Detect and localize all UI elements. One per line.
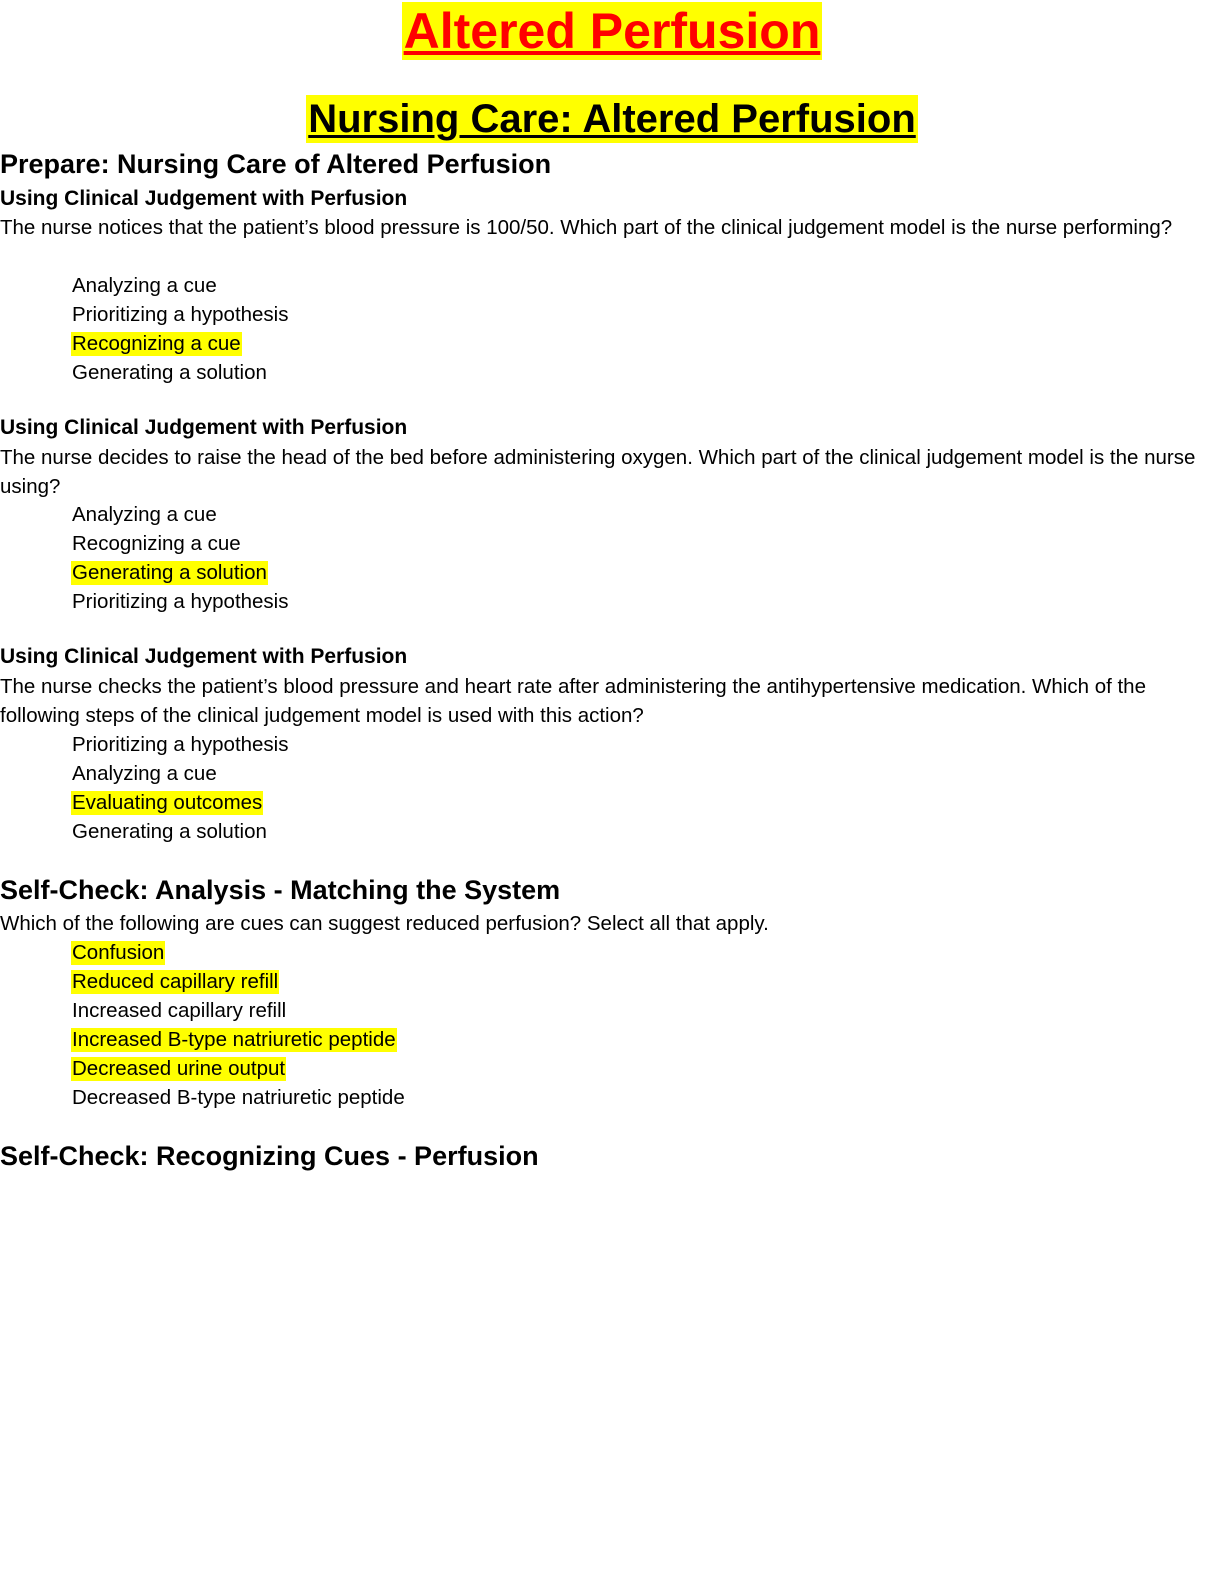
- question-1-heading: Using Clinical Judgement with Perfusion: [0, 187, 408, 210]
- question-1-text: The nurse notices that the patient’s blood pressure is 100/50. Which part of the clinical judgement model is the nurse performing?: [0, 216, 1173, 239]
- question-3-option-4: [71, 817, 290, 846]
- self-check-option-5: [71, 1054, 406, 1083]
- question-3-option-1: [71, 730, 290, 759]
- option-label-highlighted: Reduced capillary refill: [72, 970, 279, 993]
- question-3-option-3: [71, 788, 290, 817]
- option-label: Increased capillary refill: [72, 999, 287, 1022]
- question-3-option-2: [71, 759, 290, 788]
- option-label: Analyzing a cue: [72, 503, 217, 526]
- question-1-option-1: [71, 271, 290, 300]
- question-2-option-1: [71, 500, 290, 529]
- option-label: Analyzing a cue: [72, 274, 217, 297]
- question-1-option-2: [71, 300, 290, 329]
- question-1-option-3: [71, 329, 290, 358]
- question-3-text: The nurse checks the patient’s blood pressure and heart rate after administering the antihypertensive medication. Which of the following steps of the clinical judgement model is used with this action?: [0, 675, 1146, 727]
- option-label-highlighted: Confusion: [72, 941, 165, 964]
- self-check-recognizing-heading: Self-Check: Recognizing Cues - Perfusion: [0, 1141, 539, 1171]
- question-2-heading: Using Clinical Judgement with Perfusion: [0, 416, 408, 439]
- question-3-options: [71, 730, 290, 846]
- option-label-highlighted: Recognizing a cue: [72, 332, 241, 355]
- question-2-option-3: [71, 558, 290, 587]
- self-check-option-2: [71, 967, 406, 996]
- main-title: Altered Perfusion: [403, 3, 821, 59]
- self-check-option-3: [71, 996, 406, 1025]
- option-label: Prioritizing a hypothesis: [72, 590, 289, 613]
- question-1-option-4: [71, 358, 290, 387]
- option-label: Prioritizing a hypothesis: [72, 303, 289, 326]
- question-1-options: [71, 271, 290, 387]
- question-2-text: The nurse decides to raise the head of the bed before administering oxygen. Which part of the clinical judgement model is the nurse using?: [0, 446, 1196, 498]
- question-3-heading: Using Clinical Judgement with Perfusion: [0, 645, 408, 668]
- sub-title: Nursing Care: Altered Perfusion: [308, 97, 916, 141]
- main-title-wrap: [0, 2, 1224, 60]
- question-2-option-2: [71, 529, 290, 558]
- option-label: Analyzing a cue: [72, 762, 217, 785]
- sub-title-wrap: [0, 95, 1224, 143]
- option-label: Recognizing a cue: [72, 532, 241, 555]
- prepare-heading: Prepare: Nursing Care of Altered Perfusion: [0, 149, 552, 179]
- self-check-option-1: [71, 938, 406, 967]
- option-label-highlighted: Evaluating outcomes: [72, 791, 263, 814]
- self-check-analysis-heading: Self-Check: Analysis - Matching the System: [0, 875, 561, 905]
- question-2-options: [71, 500, 290, 616]
- option-label-highlighted: Generating a solution: [72, 561, 267, 584]
- option-label: Decreased B-type natriuretic peptide: [72, 1086, 405, 1109]
- question-2-option-4: [71, 587, 290, 616]
- option-label-highlighted: Decreased urine output: [72, 1057, 286, 1080]
- self-check-option-4: [71, 1025, 406, 1054]
- option-label: Generating a solution: [72, 820, 267, 843]
- self-check-analysis-text: Which of the following are cues can suggest reduced perfusion? Select all that apply.: [0, 912, 769, 935]
- self-check-analysis-options: [71, 938, 406, 1112]
- option-label: Prioritizing a hypothesis: [72, 733, 289, 756]
- option-label: Generating a solution: [72, 361, 267, 384]
- self-check-option-6: [71, 1083, 406, 1112]
- option-label-highlighted: Increased B-type natriuretic peptide: [72, 1028, 396, 1051]
